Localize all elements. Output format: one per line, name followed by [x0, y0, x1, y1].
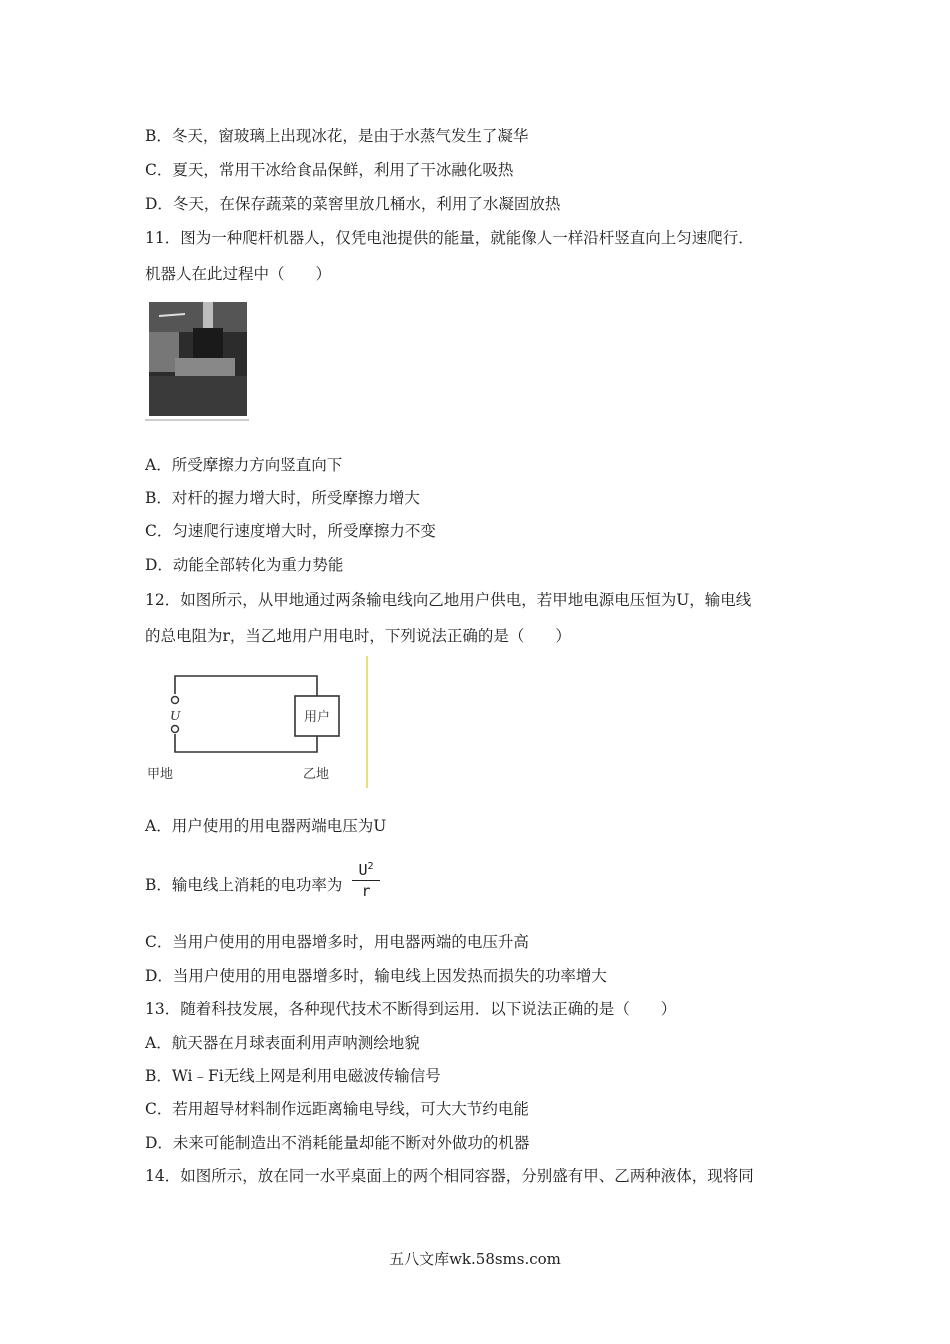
option-d-q10: D．冬天，在保存蔬菜的菜窖里放几桶水，利用了水凝固放热: [145, 195, 561, 213]
location-yi-label: 乙地: [303, 766, 330, 781]
option-c-q13: C．若用超导材料制作远距离输电导线，可大大节约电能: [145, 1100, 529, 1118]
load-label: 用户: [303, 709, 331, 724]
formula-denominator: r: [361, 882, 371, 900]
question-13-stem: 13．随着科技发展，各种现代技术不断得到运用．以下说法正确的是（ ）: [145, 1000, 677, 1018]
option-b-q11: B．对杆的握力增大时，所受摩擦力增大: [145, 489, 420, 507]
option-b-q13: B．Wi﹣Fi无线上网是利用电磁波传输信号: [145, 1067, 441, 1085]
question-12-stem: 12．如图所示，从甲地通过两条输电线向乙地用户供电，若甲地电源电压恒为U，输电线: [145, 591, 752, 609]
option-c-q12: C．当用户使用的用电器增多时，用电器两端的电压升高: [145, 933, 529, 951]
option-b-q10: B．冬天，窗玻璃上出现冰花，是由于水蒸气发生了凝华: [145, 127, 529, 145]
question-11-stem: 11．图为一种爬杆机器人，仅凭电池提供的能量，就能像人一样沿杆竖直向上匀速爬行．: [145, 229, 754, 247]
option-d-q12: D．当用户使用的用电器增多时，输电线上因发热而损失的功率增大: [145, 967, 607, 985]
question-14-stem: 14．如图所示，放在同一水平桌面上的两个相同容器，分别盛有甲、乙两种液体，现将同: [145, 1167, 754, 1185]
source-voltage-label: U: [169, 709, 181, 724]
climbing-robot-photo: [145, 298, 249, 422]
question-12-stem-cont: 的总电阻为r，当乙地用户用电时，下列说法正确的是（ ）: [145, 627, 571, 645]
option-b-q12: B．输电线上消耗的电功率为: [145, 876, 343, 894]
power-formula: [352, 858, 380, 900]
option-a-q12: A．用户使用的用电器两端电压为U: [145, 817, 387, 835]
option-a-q13: A．航天器在月球表面利用声呐测绘地貌: [145, 1034, 420, 1052]
question-11-stem-cont: 机器人在此过程中（ ）: [145, 265, 332, 283]
option-c-q10: C．夏天，常用干冰给食品保鲜，利用了干冰融化吸热: [145, 161, 514, 179]
page-footer: 五八文库wk.58sms.com: [389, 1250, 561, 1268]
option-d-q13: D．未来可能制造出不消耗能量却能不断对外做功的机器: [145, 1134, 530, 1152]
circuit-diagram: [145, 656, 375, 788]
formula-numerator: U: [358, 861, 368, 879]
option-a-q11: A．所受摩擦力方向竖直向下: [145, 456, 343, 474]
option-d-q11: D．动能全部转化为重力势能: [145, 556, 344, 574]
location-jia-label: 甲地: [147, 766, 174, 781]
formula-exponent: 2: [367, 861, 374, 872]
option-c-q11: C．匀速爬行速度增大时，所受摩擦力不变: [145, 522, 436, 540]
